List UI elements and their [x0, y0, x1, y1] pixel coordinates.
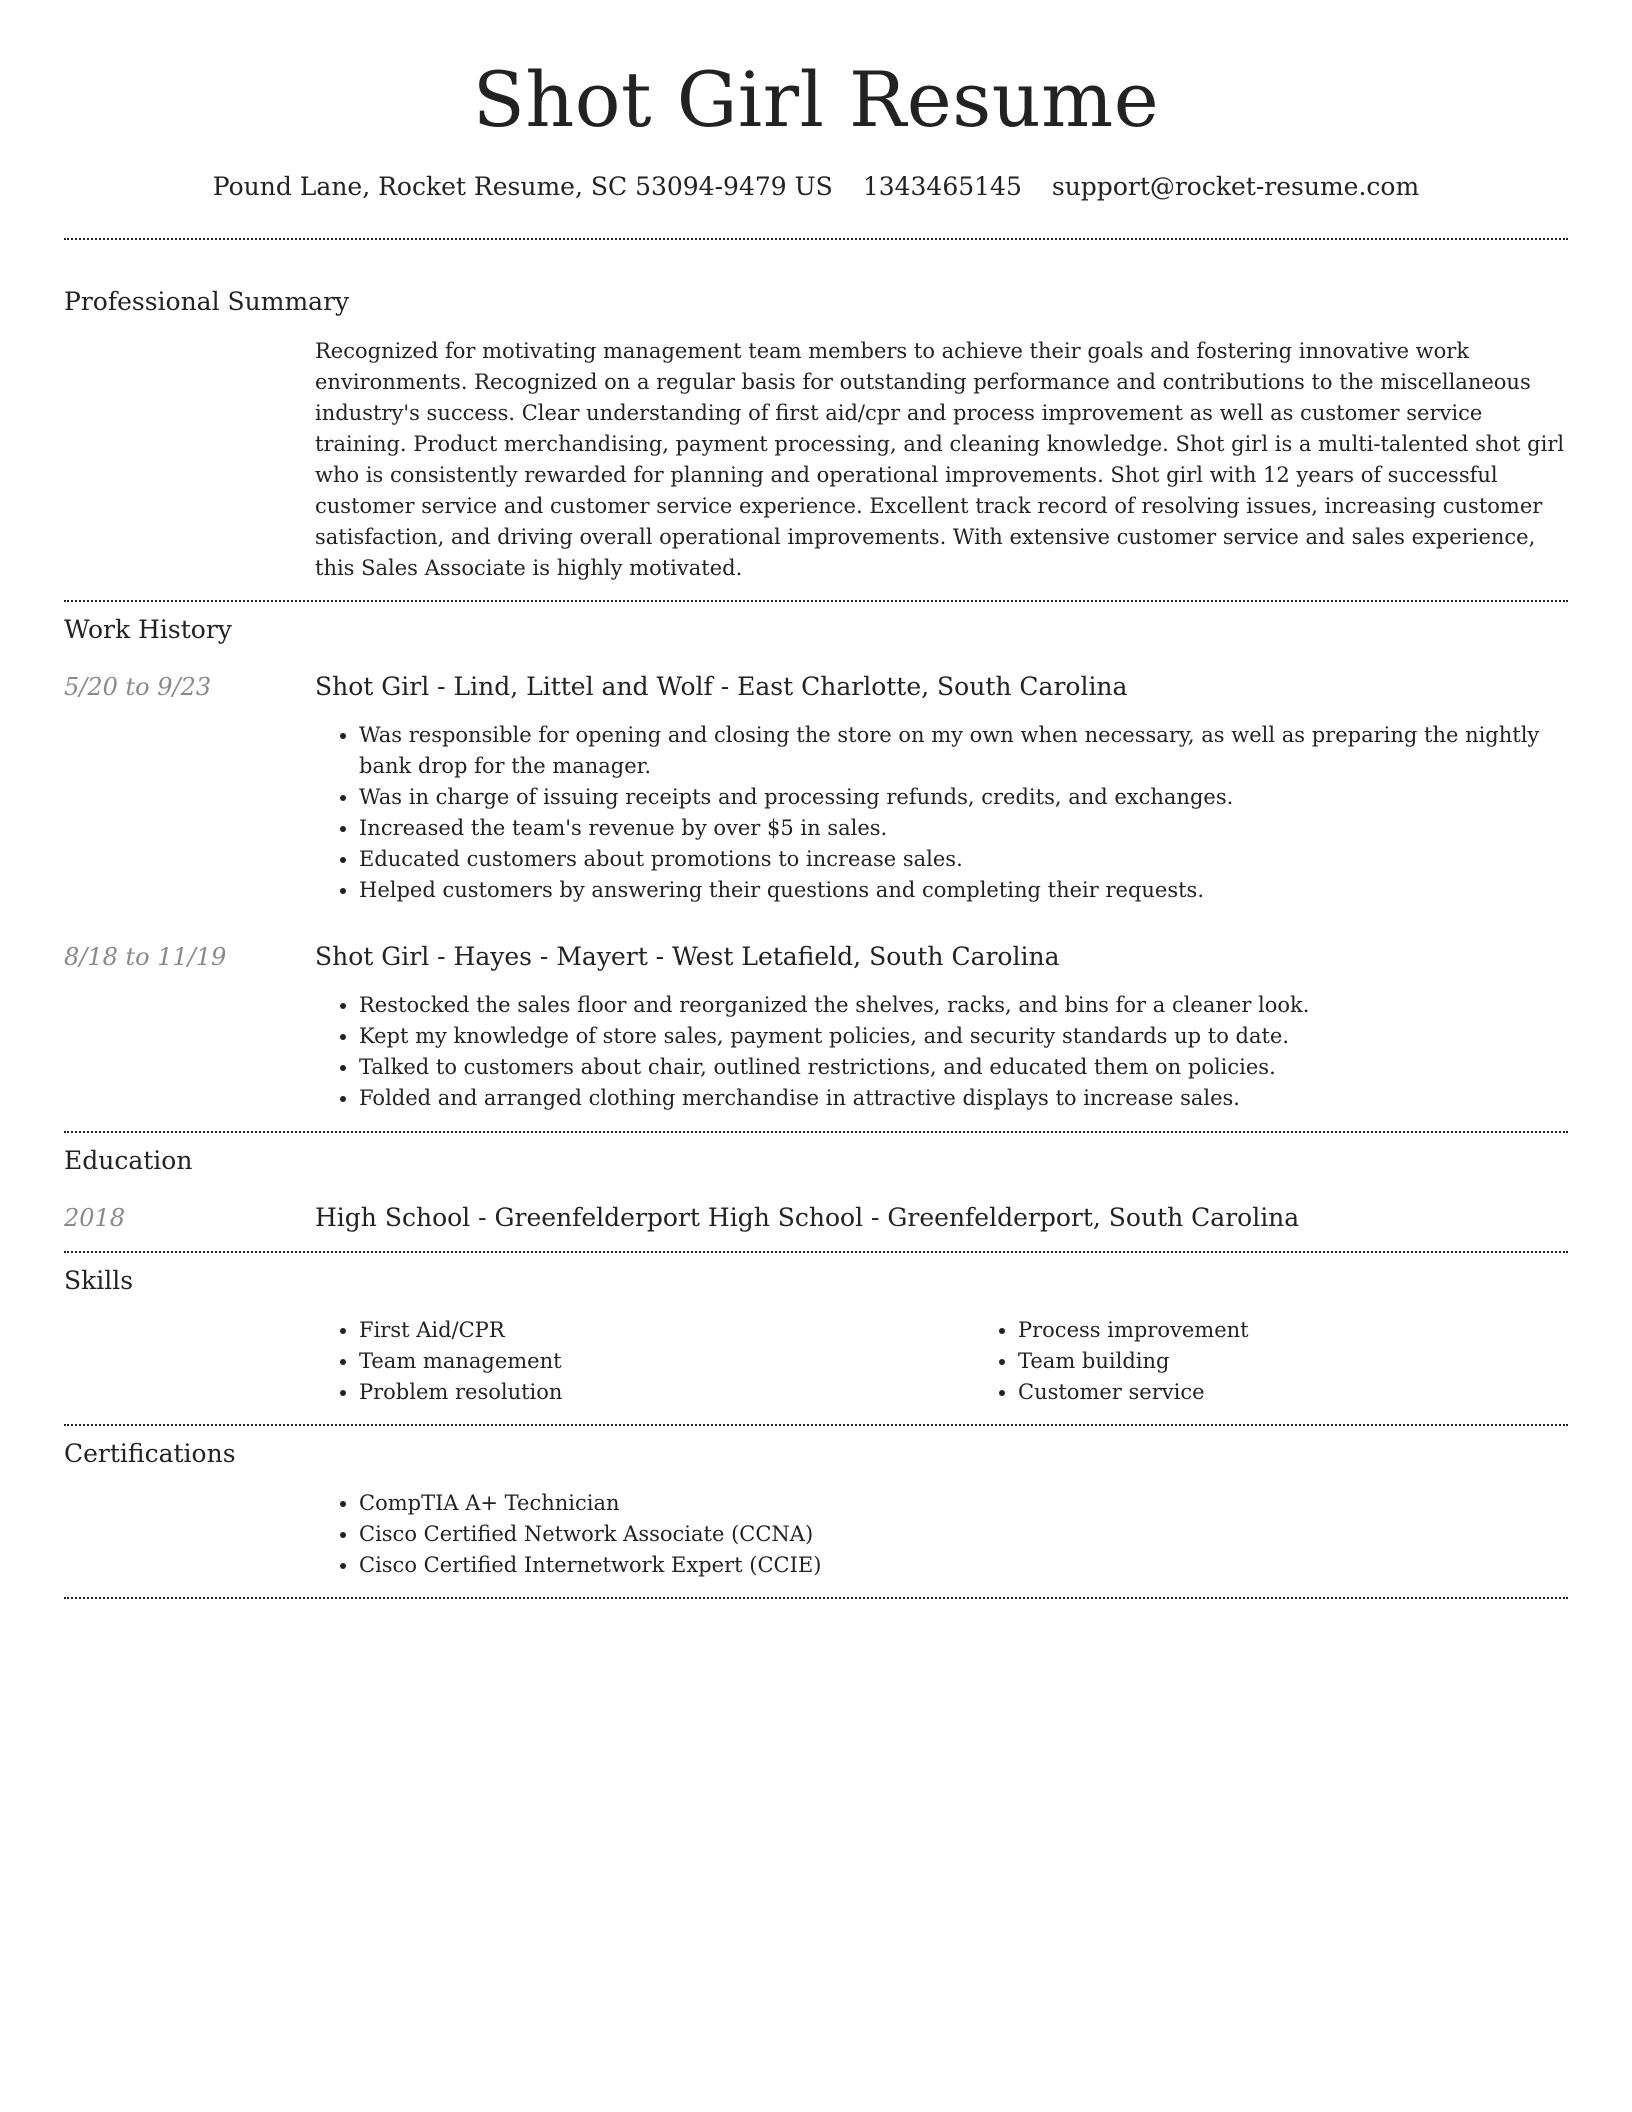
skills-divider — [64, 1424, 1568, 1426]
list-item: • CompTIA A+ Technician — [359, 1488, 1568, 1519]
job-title: Shot Girl - Lind, Littel and Wolf - East Charlotte, South Carolina — [315, 672, 1128, 701]
certifications-list — [315, 1488, 1568, 1581]
list-item: • Team management — [359, 1346, 974, 1377]
certifications-heading: Certifications — [64, 1439, 236, 1468]
list-item: • Was in charge of issuing receipts and processing refunds, credits, and exchanges. — [359, 782, 1568, 813]
resume-title: Shot Girl Resume — [472, 55, 1160, 144]
summary-section — [64, 285, 1568, 602]
list-item: • Educated customers about promotions to increase sales. — [359, 844, 1568, 875]
contact-line — [64, 170, 1568, 204]
summary-text: Recognized for motivating management team members to achieve their goals and fostering innovative work environments. Recognized on a regular basis for outstanding performance and contributions to the miscellaneous industry's success. Clear understanding of first aid/cpr and process improvement as well as customer service training. Product merchandising, payment processing, and cleaning knowledge. Shot girl is a multi-talented shot girl who is consistently rewarded for planning and operational improvements. Shot girl with 12 years of successful customer service and customer service experience. Excellent track record of resolving issues, increasing customer satisfaction, and driving overall operational improvements. With extensive customer service and sales experience, this Sales Associate is highly motivated. — [315, 339, 1565, 580]
skills-list-right — [974, 1315, 1632, 1408]
skills-grid — [315, 1315, 1632, 1408]
skills-heading: Skills — [64, 1266, 134, 1295]
summary-divider — [64, 600, 1568, 602]
list-item: • Cisco Certified Network Associate (CCNA) — [359, 1519, 1568, 1550]
header-divider — [64, 238, 1568, 240]
job-dates: 5/20 to 9/23 — [64, 673, 212, 701]
list-item: • Increased the team's revenue by over $5 in sales. — [359, 813, 1568, 844]
list-item: • Team building — [1018, 1346, 1632, 1377]
certifications-divider — [64, 1597, 1568, 1599]
list-item: • Folded and arranged clothing merchandise in attractive displays to increase sales. — [359, 1083, 1568, 1114]
resume-page — [64, 0, 1568, 1599]
list-item: • Was responsible for opening and closing the store on my own when necessary, as well as preparing the nightly bank drop for the manager. — [359, 720, 1568, 782]
contact-email: support@rocket-resume.com — [1051, 172, 1420, 201]
list-item: • Helped customers by answering their questions and completing their requests. — [359, 875, 1568, 906]
list-item: • Process improvement — [1018, 1315, 1632, 1346]
education-title: High School - Greenfelderport High School - Greenfelderport, South Carolina — [315, 1203, 1300, 1232]
education-divider — [64, 1251, 1568, 1253]
list-item: • Talked to customers about chair, outlined restrictions, and educated them on policies. — [359, 1052, 1568, 1083]
job-title: Shot Girl - Hayes - Mayert - West Letafield, South Carolina — [315, 942, 1060, 971]
summary-heading: Professional Summary — [64, 287, 350, 316]
list-item: • Cisco Certified Internetwork Expert (CCIE) — [359, 1550, 1568, 1581]
contact-address: Pound Lane, Rocket Resume, SC 53094-9479 US — [212, 172, 833, 201]
contact-phone: 1343465145 — [862, 172, 1022, 201]
education-year: 2018 — [64, 1204, 126, 1232]
list-item: • Restocked the sales floor and reorganized the shelves, racks, and bins for a cleaner look. — [359, 990, 1568, 1021]
job-entry — [64, 671, 1568, 906]
education-section — [64, 1144, 1568, 1253]
list-item: • Kept my knowledge of store sales, payment policies, and security standards up to date. — [359, 1021, 1568, 1052]
list-item: • Problem resolution — [359, 1377, 974, 1408]
job-entry — [64, 941, 1568, 1114]
work-history-section — [64, 613, 1568, 1133]
job-bullets — [315, 990, 1568, 1114]
list-item: • First Aid/CPR — [359, 1315, 974, 1346]
list-item: • Customer service — [1018, 1377, 1632, 1408]
skills-section — [64, 1264, 1568, 1426]
education-heading: Education — [64, 1146, 193, 1175]
work-history-divider — [64, 1131, 1568, 1133]
work-history-heading: Work History — [64, 615, 232, 644]
job-bullets — [315, 720, 1568, 906]
job-dates: 8/18 to 11/19 — [64, 943, 227, 971]
skills-list-left — [315, 1315, 974, 1408]
education-entry — [64, 1202, 1568, 1234]
certifications-section — [64, 1437, 1568, 1599]
